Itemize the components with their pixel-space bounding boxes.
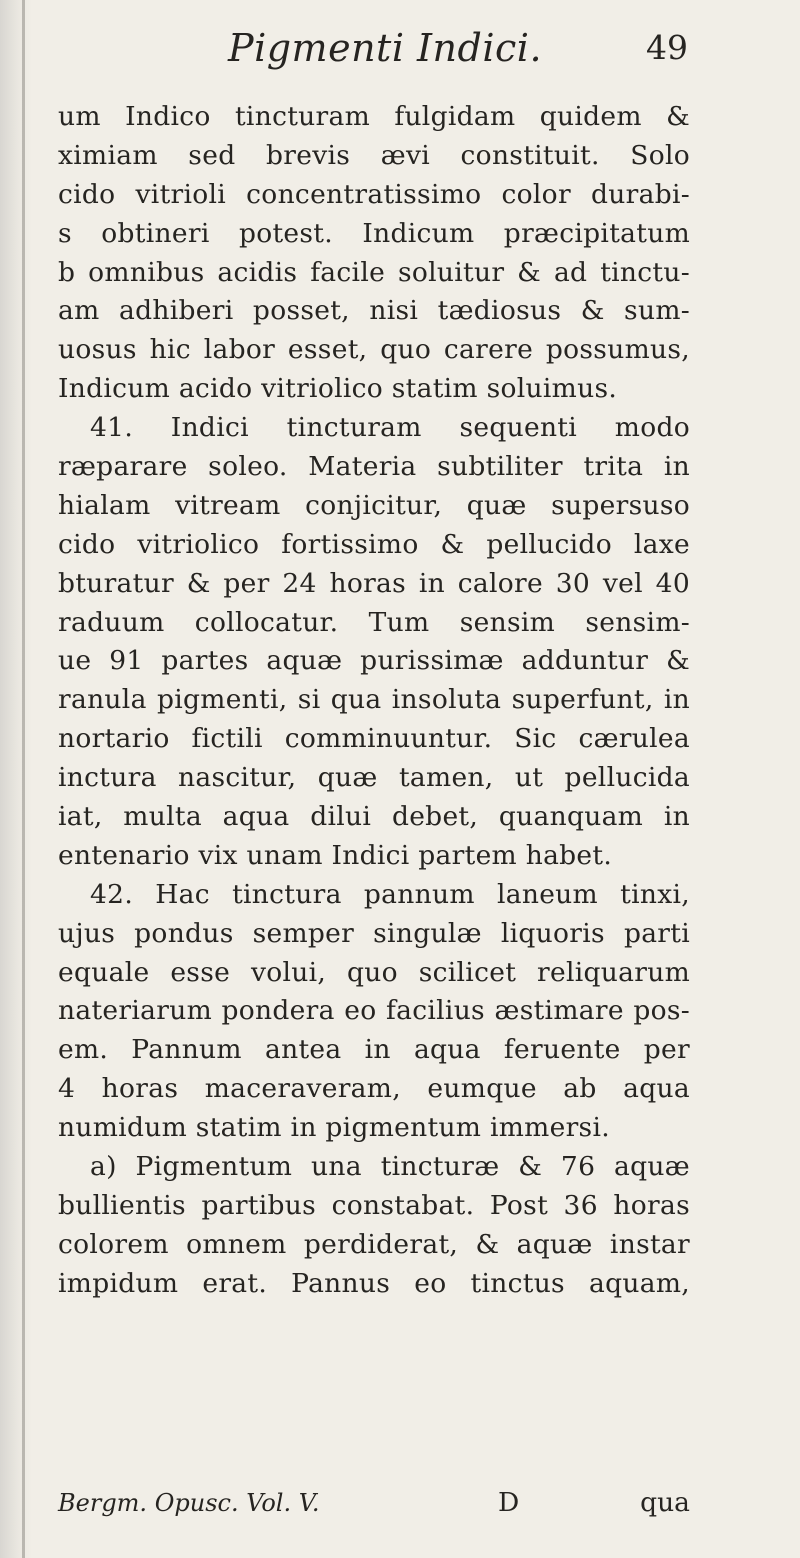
catchword: qua — [640, 1487, 690, 1518]
text-line: ujus pondus semper singulæ liquoris parti — [58, 917, 690, 949]
printer-signature: Bergm. Opusc. Vol. V. — [58, 1489, 320, 1517]
signature-mark: D — [498, 1487, 520, 1518]
text-line: numidum statim in pigmentum immersi. — [58, 1112, 610, 1144]
body-text — [58, 98, 690, 1304]
text-line: am adhiberi posset, nisi tædiosus & sum- — [58, 295, 690, 327]
text-line: s obtineri potest. Indicum præcipitatum — [58, 217, 690, 249]
binding-shadow — [0, 0, 32, 1558]
text-line: nateriarum pondera eo facilius æstimare pos- — [58, 995, 690, 1027]
running-title: Pigmenti Indici. — [228, 26, 543, 70]
text-line: inctura nascitur, quæ tamen, ut pellucida — [58, 762, 690, 794]
text-line: nortario fictili comminuuntur. Sic cærulea — [58, 723, 690, 755]
binding-edge — [22, 0, 25, 1558]
page-number: 49 — [646, 28, 688, 67]
text-line: em. Pannum antea in aqua feruente per — [58, 1034, 690, 1066]
text-line: bturatur & per 24 horas in calore 30 vel 40 — [58, 567, 690, 599]
text-line: raduum collocatur. Tum sensim sensim- — [58, 606, 690, 638]
text-line: colorem omnem perdiderat, & aquæ instar — [58, 1228, 690, 1260]
text-line: cido vitriolico fortissimo & pellucido laxe — [58, 528, 690, 560]
text-line: iat, multa aqua dilui debet, quanquam in — [58, 801, 690, 833]
page-header — [0, 18, 800, 78]
text-line: impidum erat. Pannus eo tinctus aquam, — [58, 1267, 690, 1299]
text-line: hialam vitream conjicitur, quæ supersuso — [58, 489, 690, 521]
text-line: ue 91 partes aquæ purissimæ adduntur & — [58, 645, 690, 677]
page-footer — [58, 1483, 690, 1523]
text-line: entenario vix unam Indici partem habet. — [58, 839, 613, 871]
text-line: ræparare soleo. Materia subtiliter trita in — [58, 451, 690, 483]
text-line: ximiam sed brevis ævi constituit. Solo — [58, 139, 690, 171]
text-line: 4 horas maceraveram, eumque ab aqua — [58, 1073, 690, 1105]
text-line: equale esse volui, quo scilicet reliquarum — [58, 956, 690, 988]
item-a-start: a) Pigmentum una tincturæ & 76 aquæ — [90, 1151, 690, 1183]
text-line: cido vitrioli concentratissimo color durabi- — [58, 178, 690, 210]
paragraph-42-start: 42. Hac tinctura pannum laneum tinxi, — [90, 878, 690, 910]
text-line: b omnibus acidis facile soluitur & ad tinctu- — [58, 256, 690, 288]
text-line: um Indico tincturam fulgidam quidem & — [58, 101, 690, 132]
text-line: bullientis partibus constabat. Post 36 horas — [58, 1189, 690, 1221]
text-line: Indicum acido vitriolico statim soluimus. — [58, 373, 618, 405]
text-line: uosus hic labor esset, quo carere possumus, — [58, 334, 690, 366]
paragraph-41-start: 41. Indici tincturam sequenti modo — [90, 412, 690, 444]
text-line: ranula pigmenti, si qua insoluta superfunt, in — [58, 684, 690, 716]
